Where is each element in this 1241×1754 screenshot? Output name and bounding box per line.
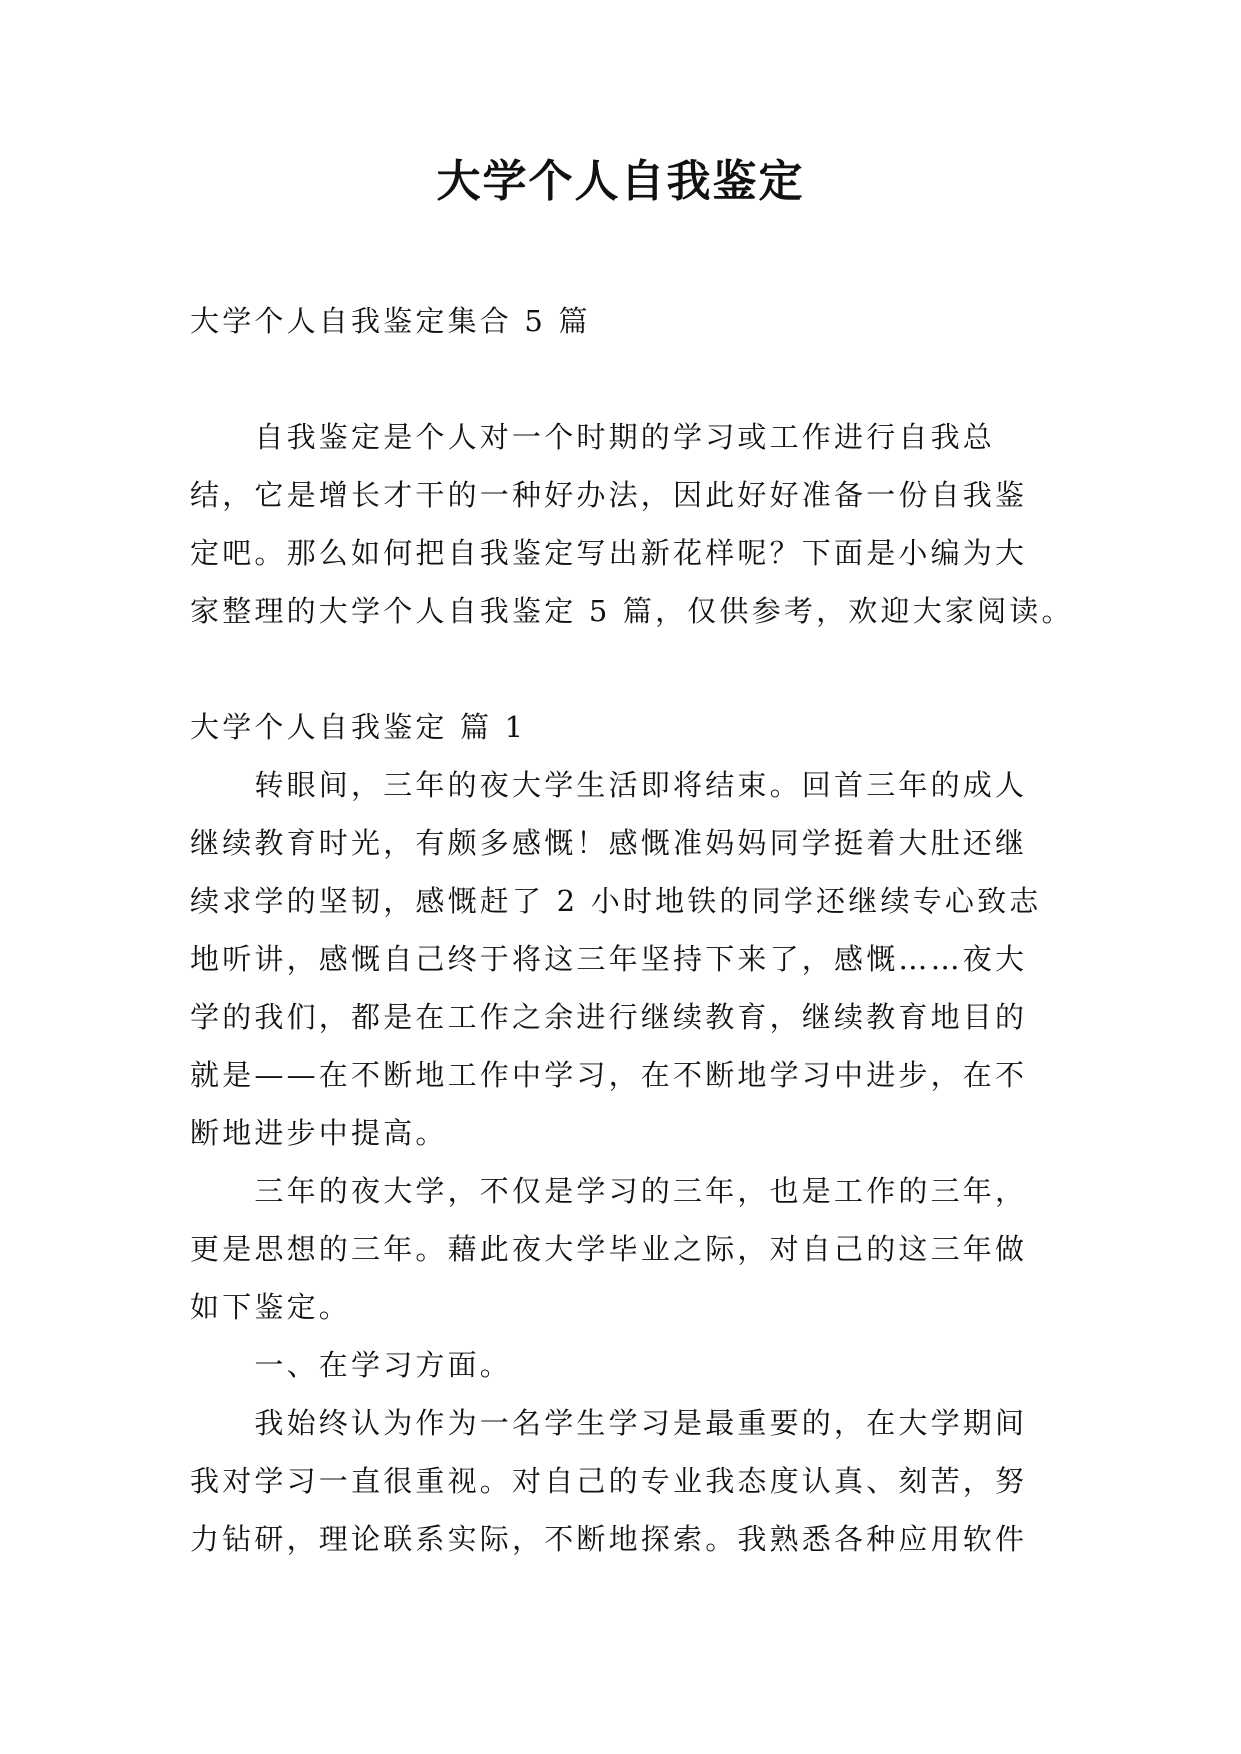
paragraph-line: 转眼间，三年的夜大学生活即将结束。回首三年的成人 [190,768,1028,802]
paragraph-line: 学的我们，都是在工作之余进行继续教育，继续教育地目的 [190,1000,1028,1034]
paragraph-line: 我始终认为作为一名学生学习是最重要的，在大学期间 [190,1406,1028,1440]
paragraph-line: 继续教育时光，有颇多感慨！感慨准妈妈同学挺着大肚还继 [190,826,1028,860]
document-title: 大学个人自我鉴定 [436,156,805,207]
paragraph-line: 如下鉴定。 [190,1290,352,1324]
intro-line: 自我鉴定是个人对一个时期的学习或工作进行自我总 [190,420,996,454]
intro-paragraph [190,408,1074,640]
intro-line: 定吧。那么如何把自我鉴定写出新花样呢？下面是小编为大 [190,536,1028,570]
paragraph-line: 力钻研，理论联系实际，不断地探索。我熟悉各种应用软件 [190,1522,1028,1556]
paragraph-2 [190,1162,1056,1336]
intro-line: 家整理的大学个人自我鉴定 5 篇，仅供参考，欢迎大家阅读。 [190,594,1074,628]
paragraph-line: 我对学习一直很重视。对自己的专业我态度认真、刻苦，努 [190,1464,1028,1498]
paragraph-line: 续求学的坚韧，感慨赶了 2 小时地铁的同学还继续专心致志 [190,884,1042,918]
paragraph-line: 断地进步中提高。 [190,1116,448,1150]
intro-line: 结，它是增长才干的一种好办法，因此好好准备一份自我鉴 [190,478,1028,512]
paragraph-line: 就是——在不断地工作中学习，在不断地学习中进步，在不 [190,1058,1028,1092]
paragraph-3 [190,1336,1056,1394]
document-subtitle: 大学个人自我鉴定集合 5 篇 [190,304,591,338]
document-body [190,292,1074,1568]
paragraph-4 [190,1394,1056,1568]
paragraph-1 [190,756,1056,1162]
section-heading: 大学个人自我鉴定 篇 1 [190,710,527,744]
paragraph-line: 一、在学习方面。 [190,1348,513,1382]
paragraph-line: 三年的夜大学，不仅是学习的三年，也是工作的三年， [190,1174,1028,1208]
paragraph-line: 地听讲，感慨自己终于将这三年坚持下来了，感慨……夜大 [190,942,1028,976]
paragraph-line: 更是思想的三年。藉此夜大学毕业之际，对自己的这三年做 [190,1232,1028,1266]
